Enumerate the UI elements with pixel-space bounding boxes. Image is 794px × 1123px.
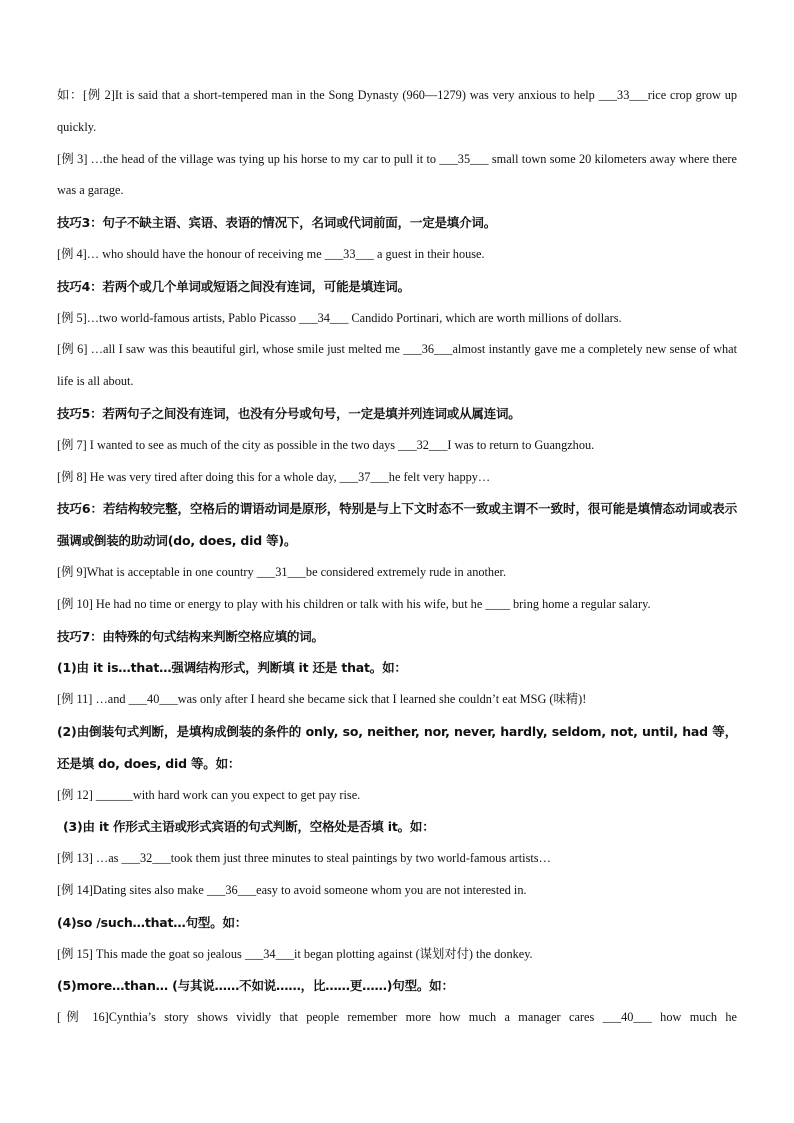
example-11-paragraph: [例 11] …and ___40___was only after I heard she became sick that I learned she couldn’t eat MSG (味精)!	[57, 692, 587, 707]
example-16-paragraph: [例 16]Cynthia’s story shows vividly that people remember more how much a manager cares ___40___ how much he	[57, 1010, 737, 1025]
example-3-paragraph: [例 3] …the head of the village was tying up his horse to my car to pull it to ___35___ small town some 20 kilometers away where there was a garage.	[57, 151, 737, 198]
example-10-paragraph: [例 10] He had no time or energy to play with his children or talk with his wife, but he ____ bring home a regular salary.	[57, 596, 651, 611]
sub-rule-3-heading: (3)由 it 作形式主语或形式宾语的句式判断，空格处是否填 it。如：	[63, 819, 435, 835]
document-body	[57, 80, 737, 1034]
tip-5-heading: 技巧5：若两句子之间没有连词，也没有分号或句号，一定是填并列连词或从属连词。	[57, 405, 521, 421]
example-13-paragraph: [例 13] …as ___32___took them just three minutes to steal paintings by two world-famous artists…	[57, 851, 551, 866]
tip-6-heading: 技巧6：若结构较完整，空格后的谓语动词是原形，特别是与上下文时态不一致或主谓不一致时，很可能是填情态动词或表示强调或倒装的助动词(do, does, did 等)。	[57, 501, 737, 549]
example-8-paragraph: [例 8] He was very tired after doing this for a whole day, ___37___he felt very happy…	[57, 469, 491, 484]
sub-rule-1-heading: (1)由 it is…that…强调结构形式，判断填 it 还是 that。如：	[57, 660, 407, 676]
example-6-paragraph: [例 6] …all I saw was this beautiful girl, whose smile just melted me ___36___almost instantly gave me a completely new sense of what life is all about.	[57, 342, 737, 389]
example-2-paragraph: 如：[例 2]It is said that a short-tempered man in the Song Dynasty (960—1279) was very anxious to help ___33___rice crop grow up quickly.	[57, 88, 737, 134]
sub-rule-5-heading: (5)more…than… (与其说……不如说……，比……更……)句型。如：	[57, 978, 454, 994]
tip-7-heading: 技巧7：由特殊的句式结构来判断空格应填的词。	[57, 628, 324, 644]
example-12-paragraph: [例 12] ______with hard work can you expect to get pay rise.	[57, 787, 361, 802]
sub-rule-2-heading: (2)由倒装句式判断，是填构成倒装的条件的 only, so, neither, nor, never, hardly, seldom, not, until, had 等，还是填 do, does, did 等。如：	[57, 723, 737, 771]
tip-4-heading: 技巧4：若两个或几个单词或短语之间没有连词，可能是填连词。	[57, 278, 410, 294]
sub-rule-4-heading: (4)so /such…that…句型。如：	[57, 914, 248, 930]
example-5-paragraph: [例 5]…two world-famous artists, Pablo Picasso ___34___ Candido Portinari, which are worth millions of dollars.	[57, 310, 622, 325]
example-7-paragraph: [例 7] I wanted to see as much of the city as possible in the two days ___32___I was to return to Guangzhou.	[57, 437, 595, 452]
tip-3-heading: 技巧3：句子不缺主语、宾语、表语的情况下，名词或代词前面，一定是填介词。	[57, 215, 496, 231]
example-4-paragraph: [例 4]… who should have the honour of receiving me ___33___ a guest in their house.	[57, 246, 485, 261]
example-14-paragraph: [例 14]Dating sites also make ___36___easy to avoid someone whom you are not interested in.	[57, 882, 527, 897]
example-9-paragraph: [例 9]What is acceptable in one country ___31___be considered extremely rude in another.	[57, 564, 507, 579]
example-15-paragraph: [例 15] This made the goat so jealous ___34___it began plotting against (谋划对付) the donkey.	[57, 946, 533, 961]
